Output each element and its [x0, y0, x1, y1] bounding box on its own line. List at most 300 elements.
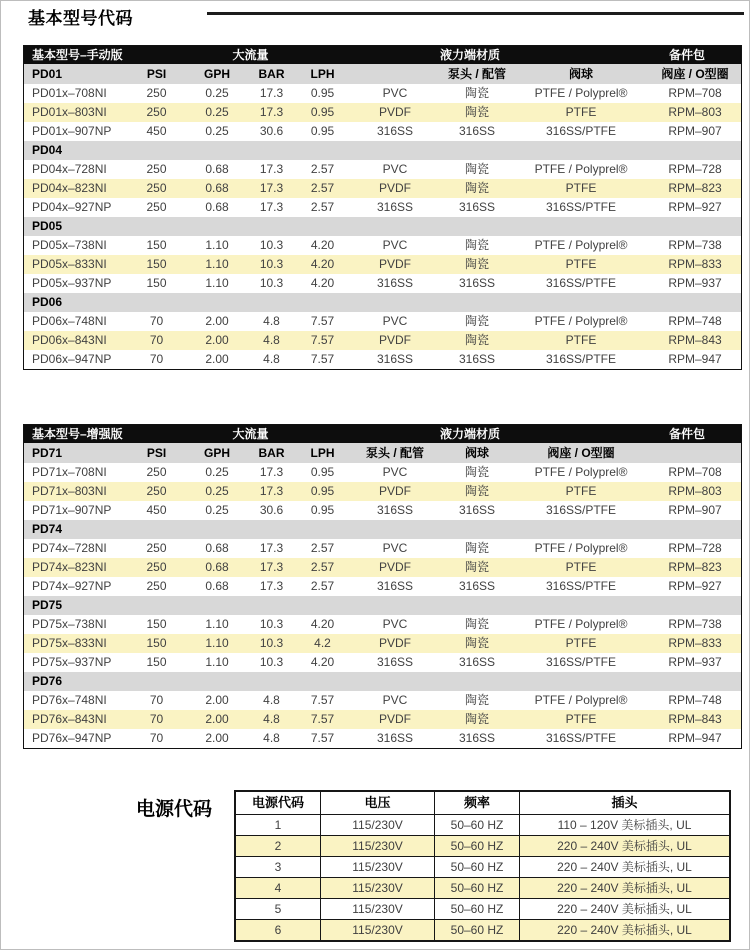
table-cell: PD71x–708NI — [32, 465, 107, 479]
table-cell: PTFE — [565, 560, 597, 574]
table-cell: 220 – 240V 美标插头, UL — [519, 920, 729, 940]
table-row — [24, 331, 741, 350]
power-code-table — [234, 790, 731, 942]
group-header-cell: 液力端材质 — [439, 427, 500, 441]
table-row — [24, 122, 741, 141]
table-cell: RPM–823 — [668, 560, 722, 574]
table-row — [236, 856, 729, 877]
group-header-cell: 基本型号–增强版 — [32, 427, 123, 441]
column-header-row — [24, 64, 741, 84]
table-cell: 250 — [146, 162, 167, 176]
table-cell: 316SS — [458, 276, 496, 290]
table-row — [236, 898, 729, 919]
table-cell: 10.3 — [259, 257, 284, 271]
table-cell: 7.57 — [310, 712, 335, 726]
table-cell: 2.00 — [205, 693, 229, 707]
table-cell: 50–60 HZ — [434, 920, 519, 940]
table-row — [24, 729, 741, 748]
table-cell: 陶瓷 — [464, 314, 489, 328]
table-cell: PD74x–823NI — [32, 560, 107, 574]
group-header-row — [24, 46, 741, 64]
table-cell: 115/230V — [320, 815, 434, 835]
table-cell: 250 — [146, 181, 167, 195]
table-cell: 10.3 — [259, 655, 284, 669]
table-cell: 陶瓷 — [464, 238, 489, 252]
table-cell: PVC — [382, 617, 408, 631]
table-row — [24, 350, 741, 369]
table-cell: 316SS — [458, 124, 496, 138]
table-cell: 0.25 — [205, 124, 229, 138]
table-cell: 0.25 — [205, 465, 229, 479]
series-label: PD76 — [32, 674, 63, 688]
table-cell: 2 — [274, 839, 282, 853]
table-cell: 4.20 — [310, 617, 335, 631]
table-cell: 115/230V — [320, 920, 434, 940]
table-cell: 50–60 HZ — [434, 815, 519, 835]
column-header-cell: LPH — [310, 67, 335, 81]
table-cell: PTFE / Polyprel® — [534, 465, 628, 479]
power-code-section-label: 电源代码 — [136, 799, 213, 820]
group-header-cell: 液力端材质 — [439, 48, 500, 62]
column-header-cell — [349, 64, 441, 84]
table-cell: 4.20 — [310, 257, 335, 271]
column-header-cell: PSI — [146, 446, 167, 460]
table-cell: PTFE — [565, 181, 597, 195]
table-cell: PD05x–937NP — [32, 276, 112, 290]
table-row — [24, 501, 741, 520]
table-cell: 2.57 — [310, 541, 335, 555]
table-cell: RPM–748 — [668, 314, 722, 328]
table-cell: 316SS — [458, 731, 496, 745]
table-cell: PD76x–748NI — [32, 693, 107, 707]
table-cell: 0.68 — [205, 560, 229, 574]
column-header-cell: LPH — [310, 446, 335, 460]
table-row — [236, 877, 729, 898]
table-cell: PVDF — [378, 257, 411, 271]
table-row — [24, 710, 741, 729]
table-cell: PD06x–843NI — [32, 333, 107, 347]
table-cell: 150 — [146, 617, 167, 631]
table-cell: PD75x–937NP — [32, 655, 112, 669]
table-cell: 110 – 120V 美标插头, UL — [519, 815, 729, 835]
table-cell: PD06x–748NI — [32, 314, 107, 328]
enhanced-model-table — [23, 424, 742, 749]
table-cell: 17.3 — [259, 86, 284, 100]
table-cell: PVDF — [378, 484, 411, 498]
table-cell: 316SS — [376, 503, 414, 517]
table-cell: PD01x–907NP — [32, 124, 112, 138]
table-cell: 陶瓷 — [464, 333, 489, 347]
table-cell: PVDF — [378, 105, 411, 119]
group-header-row — [24, 425, 741, 443]
table-cell: 316SS — [376, 352, 414, 366]
series-header-row — [24, 520, 741, 539]
table-cell: 2.57 — [310, 162, 335, 176]
table-cell: 316SS — [458, 352, 496, 366]
table-cell: RPM–833 — [668, 636, 722, 650]
table-row — [24, 312, 741, 331]
table-cell: 115/230V — [320, 878, 434, 898]
column-header-cell: 阀座 / O型圈 — [661, 67, 729, 81]
table-cell: 17.3 — [259, 465, 284, 479]
table-cell: 316SS — [458, 655, 496, 669]
table-cell: 0.95 — [310, 86, 335, 100]
table-cell: 1.10 — [205, 257, 229, 271]
table-row — [24, 634, 741, 653]
table-cell: PVDF — [378, 712, 411, 726]
table-cell: 150 — [146, 276, 167, 290]
table-cell: RPM–803 — [668, 484, 722, 498]
table-cell: RPM–927 — [668, 200, 722, 214]
table-cell: RPM–843 — [668, 712, 722, 726]
table-cell: PD04x–927NP — [32, 200, 112, 214]
table-cell: 0.25 — [205, 503, 229, 517]
table-cell: 4.8 — [263, 352, 280, 366]
table-cell: 10.3 — [259, 636, 284, 650]
table-cell: 115/230V — [320, 836, 434, 856]
table-cell: PD74x–728NI — [32, 541, 107, 555]
table-cell: PD06x–947NP — [32, 352, 112, 366]
table-cell: 150 — [146, 238, 167, 252]
table-cell: 17.3 — [259, 579, 284, 593]
series-header-row — [24, 217, 741, 236]
column-header-cell: 阀球 — [568, 67, 593, 81]
table-cell: 0.95 — [310, 124, 335, 138]
group-header-cell: 大流量 — [232, 427, 269, 441]
table-cell: 4.8 — [263, 314, 280, 328]
column-header-cell: 泵头 / 配管 — [447, 67, 506, 81]
table-cell: PTFE / Polyprel® — [534, 541, 628, 555]
table-cell: 4.8 — [263, 333, 280, 347]
table-cell: 陶瓷 — [464, 162, 489, 176]
table-cell: 250 — [146, 105, 167, 119]
table-cell: 316SS/PTFE — [545, 655, 617, 669]
table-cell: 316SS — [376, 124, 414, 138]
table-cell: 4.20 — [310, 655, 335, 669]
table-cell: 316SS/PTFE — [545, 200, 617, 214]
table-cell: RPM–927 — [668, 579, 722, 593]
table-cell: 70 — [149, 314, 164, 328]
table-cell: PTFE — [565, 333, 597, 347]
column-header-cell: 电源代码 — [251, 795, 304, 810]
table-cell: 250 — [146, 579, 167, 593]
table-cell: 250 — [146, 484, 167, 498]
series-label: PD74 — [32, 522, 63, 536]
table-cell: 0.95 — [310, 465, 335, 479]
table-cell: RPM–738 — [668, 238, 722, 252]
table-cell: 250 — [146, 86, 167, 100]
table-cell: RPM–708 — [668, 86, 722, 100]
table-cell: PVC — [382, 693, 408, 707]
table-cell: RPM–947 — [668, 352, 722, 366]
table-cell: 220 – 240V 美标插头, UL — [519, 836, 729, 856]
table-cell: 30.6 — [259, 503, 284, 517]
series-header-row — [24, 141, 741, 160]
series-header-row — [24, 293, 741, 312]
table-cell: PVDF — [378, 560, 411, 574]
table-cell: 陶瓷 — [464, 712, 489, 726]
table-cell: PTFE / Polyprel® — [534, 693, 628, 707]
table-cell: 陶瓷 — [464, 484, 489, 498]
table-cell: 250 — [146, 200, 167, 214]
table-row — [24, 103, 741, 122]
table-cell: 316SS — [458, 579, 496, 593]
column-header-cell: GPH — [203, 67, 230, 81]
table-cell: PD01x–708NI — [32, 86, 107, 100]
table-cell: 0.95 — [310, 484, 335, 498]
table-row — [24, 236, 741, 255]
table-cell: 316SS/PTFE — [545, 503, 617, 517]
table-cell: 316SS — [376, 579, 414, 593]
table-cell: RPM–843 — [668, 333, 722, 347]
table-cell: PVC — [382, 314, 408, 328]
table-cell: PD04x–823NI — [32, 181, 107, 195]
table-cell: 220 – 240V 美标插头, UL — [519, 878, 729, 898]
table-cell: 115/230V — [320, 899, 434, 919]
group-header-cell: 大流量 — [232, 48, 269, 62]
column-header-cell: 阀座 / O型圈 — [547, 446, 615, 460]
table-cell: PTFE — [565, 484, 597, 498]
table-cell: 17.3 — [259, 105, 284, 119]
table-cell: PD75x–738NI — [32, 617, 107, 631]
table-cell: 7.57 — [310, 333, 335, 347]
column-header-cell: PD71 — [32, 446, 63, 460]
table-cell: 316SS/PTFE — [545, 352, 617, 366]
table-cell: 1.10 — [205, 636, 229, 650]
table-cell: RPM–937 — [668, 655, 722, 669]
table-cell: 1.10 — [205, 276, 229, 290]
table-cell: 0.68 — [205, 579, 229, 593]
table-cell: 4.8 — [263, 693, 280, 707]
series-label: PD05 — [32, 219, 63, 233]
manual-model-table — [23, 45, 742, 370]
table-cell: RPM–833 — [668, 257, 722, 271]
column-header-cell: 插头 — [519, 792, 729, 814]
table-cell: 陶瓷 — [464, 465, 489, 479]
table-cell: RPM–823 — [668, 181, 722, 195]
column-header-cell — [649, 443, 741, 463]
table-cell: 316SS — [376, 655, 414, 669]
series-header-row — [24, 672, 741, 691]
table-cell: PD05x–738NI — [32, 238, 107, 252]
table-cell: 70 — [149, 693, 164, 707]
table-cell: PVDF — [378, 636, 411, 650]
table-cell: 2.00 — [205, 333, 229, 347]
table-cell: 316SS — [376, 731, 414, 745]
table-cell: PTFE / Polyprel® — [534, 162, 628, 176]
table-cell: 0.68 — [205, 181, 229, 195]
table-row — [24, 255, 741, 274]
table-cell: 2.00 — [205, 731, 229, 745]
table-cell: 2.57 — [310, 560, 335, 574]
table-cell: 0.95 — [310, 105, 335, 119]
table-cell: 220 – 240V 美标插头, UL — [519, 857, 729, 877]
table-cell: 50–60 HZ — [434, 878, 519, 898]
table-cell: 0.68 — [205, 162, 229, 176]
table-cell: 陶瓷 — [464, 257, 489, 271]
table-cell: 316SS/PTFE — [545, 276, 617, 290]
table-row — [236, 835, 729, 856]
table-cell: 2.00 — [205, 712, 229, 726]
table-cell: 5 — [274, 902, 282, 916]
table-cell: PVDF — [378, 181, 411, 195]
column-header-cell: BAR — [258, 67, 285, 81]
table-cell: 陶瓷 — [464, 560, 489, 574]
table-cell: 17.3 — [259, 200, 284, 214]
table-cell: 150 — [146, 257, 167, 271]
table-row — [24, 84, 741, 103]
table-cell: 陶瓷 — [464, 86, 489, 100]
table-cell: 3 — [274, 860, 282, 874]
series-header-row — [24, 596, 741, 615]
table-cell: RPM–907 — [668, 124, 722, 138]
table-cell: 陶瓷 — [464, 181, 489, 195]
table-cell: PD05x–833NI — [32, 257, 107, 271]
table-cell: 50–60 HZ — [434, 857, 519, 877]
table-row — [236, 919, 729, 940]
table-cell: RPM–907 — [668, 503, 722, 517]
table-cell: RPM–803 — [668, 105, 722, 119]
column-header-cell: 频率 — [434, 792, 519, 814]
table-cell: 1.10 — [205, 617, 229, 631]
table-cell: 7.57 — [310, 352, 335, 366]
column-header-cell: BAR — [258, 446, 285, 460]
column-header-row — [236, 792, 729, 814]
table-cell: PVC — [382, 162, 408, 176]
table-cell: PTFE — [565, 636, 597, 650]
column-header-cell: 电压 — [320, 792, 434, 814]
table-cell: 250 — [146, 465, 167, 479]
table-cell: 陶瓷 — [464, 617, 489, 631]
table-cell: 17.3 — [259, 162, 284, 176]
table-cell: 150 — [146, 636, 167, 650]
table-cell: PTFE — [565, 257, 597, 271]
table-cell: 10.3 — [259, 238, 284, 252]
table-cell: PVC — [382, 238, 408, 252]
column-header-cell: PD01 — [32, 67, 63, 81]
table-cell: 450 — [146, 124, 167, 138]
table-cell: PD74x–927NP — [32, 579, 112, 593]
table-cell: 4.20 — [310, 238, 335, 252]
table-cell: 2.57 — [310, 579, 335, 593]
table-row — [24, 691, 741, 710]
table-cell: 4.2 — [314, 636, 331, 650]
table-cell: PD75x–833NI — [32, 636, 107, 650]
table-cell: PTFE / Polyprel® — [534, 86, 628, 100]
table-cell: 0.68 — [205, 541, 229, 555]
table-cell: RPM–708 — [668, 465, 722, 479]
table-cell: PTFE — [565, 712, 597, 726]
table-cell: RPM–937 — [668, 276, 722, 290]
table-cell: PTFE / Polyprel® — [534, 238, 628, 252]
table-cell: 6 — [274, 923, 282, 937]
column-header-cell: 阀球 — [464, 446, 489, 460]
series-label: PD75 — [32, 598, 63, 612]
table-cell: PD76x–947NP — [32, 731, 112, 745]
table-cell: RPM–947 — [668, 731, 722, 745]
table-cell: RPM–728 — [668, 541, 722, 555]
table-cell: 1 — [274, 818, 282, 832]
table-cell: PVC — [382, 465, 408, 479]
table-cell: 150 — [146, 655, 167, 669]
table-cell: 1.10 — [205, 655, 229, 669]
title-rule — [207, 12, 744, 15]
table-cell: 2.00 — [205, 314, 229, 328]
table-cell: 7.57 — [310, 731, 335, 745]
table-row — [24, 274, 741, 293]
table-cell: PD01x–803NI — [32, 105, 107, 119]
table-cell: PVC — [382, 86, 408, 100]
table-row — [24, 615, 741, 634]
table-cell: 7.57 — [310, 693, 335, 707]
table-cell: 30.6 — [259, 124, 284, 138]
table-cell: RPM–748 — [668, 693, 722, 707]
table-row — [24, 463, 741, 482]
group-header-cell: 基本型号–手动版 — [32, 48, 123, 62]
table-cell: 70 — [149, 352, 164, 366]
table-cell: RPM–728 — [668, 162, 722, 176]
table-cell: 0.25 — [205, 86, 229, 100]
table-cell: 4 — [274, 881, 282, 895]
table-cell: 0.68 — [205, 200, 229, 214]
table-cell: 2.00 — [205, 352, 229, 366]
table-cell: 70 — [149, 731, 164, 745]
column-header-cell: GPH — [203, 446, 230, 460]
table-cell: 450 — [146, 503, 167, 517]
table-cell: 50–60 HZ — [434, 899, 519, 919]
table-cell: 2.57 — [310, 200, 335, 214]
table-cell: 50–60 HZ — [434, 836, 519, 856]
page-title: 基本型号代码 — [28, 9, 133, 28]
table-cell: 250 — [146, 541, 167, 555]
table-row — [24, 539, 741, 558]
column-header-row — [24, 443, 741, 463]
table-cell: 陶瓷 — [464, 693, 489, 707]
table-cell: 陶瓷 — [464, 541, 489, 555]
table-cell: 4.8 — [263, 712, 280, 726]
table-cell: 2.57 — [310, 181, 335, 195]
table-cell: 0.95 — [310, 503, 335, 517]
table-cell: PTFE / Polyprel® — [534, 314, 628, 328]
table-cell: 1.10 — [205, 238, 229, 252]
table-cell: 17.3 — [259, 181, 284, 195]
table-cell: 316SS/PTFE — [545, 124, 617, 138]
table-row — [24, 653, 741, 672]
table-cell: PD04x–728NI — [32, 162, 107, 176]
table-cell: RPM–738 — [668, 617, 722, 631]
table-cell: 316SS/PTFE — [545, 731, 617, 745]
table-cell: 70 — [149, 712, 164, 726]
table-cell: 316SS — [376, 276, 414, 290]
table-cell: 316SS — [458, 503, 496, 517]
table-cell: PD76x–843NI — [32, 712, 107, 726]
column-header-cell: PSI — [146, 67, 167, 81]
table-cell: 0.25 — [205, 105, 229, 119]
table-cell: PTFE — [565, 105, 597, 119]
table-row — [24, 558, 741, 577]
table-cell: 115/230V — [320, 857, 434, 877]
table-cell: 陶瓷 — [464, 105, 489, 119]
table-cell: PTFE / Polyprel® — [534, 617, 628, 631]
table-cell: 316SS — [376, 200, 414, 214]
table-row — [24, 577, 741, 596]
table-cell: 10.3 — [259, 276, 284, 290]
table-cell: 17.3 — [259, 484, 284, 498]
table-cell: PD71x–803NI — [32, 484, 107, 498]
table-cell: 10.3 — [259, 617, 284, 631]
table-cell: 陶瓷 — [464, 636, 489, 650]
table-cell: 0.25 — [205, 484, 229, 498]
